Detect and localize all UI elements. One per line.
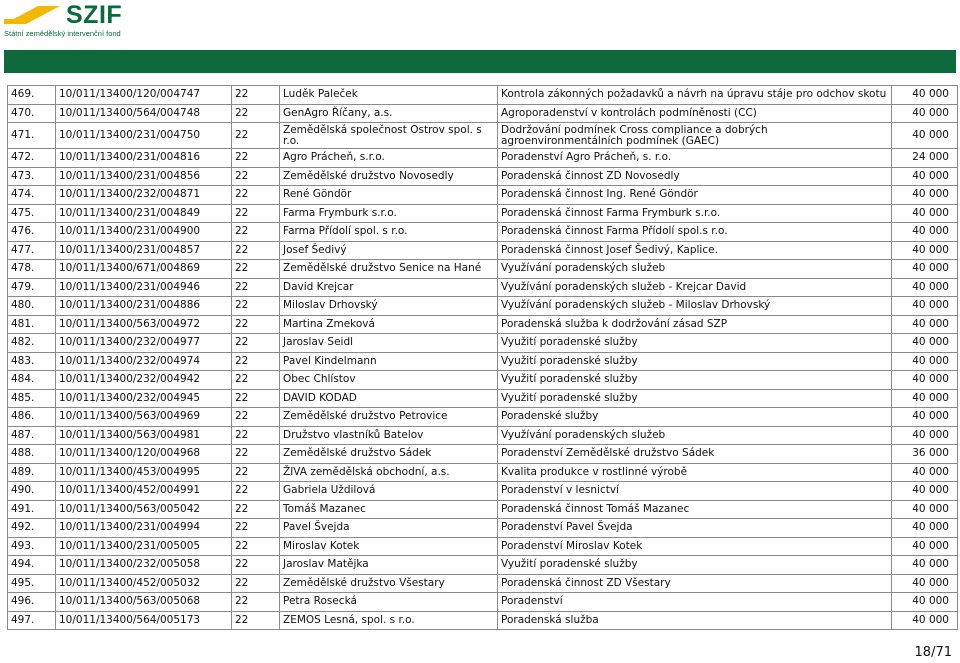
- project-title: Poradenství Zemědělské družstvo Sádek: [498, 445, 892, 464]
- registration-code: 10/011/13400/671/004869: [56, 260, 232, 279]
- grant-table-body: [8, 86, 958, 630]
- region-code: 22: [232, 408, 280, 427]
- row-number: 482.: [8, 334, 56, 353]
- registration-code: 10/011/13400/231/004946: [56, 278, 232, 297]
- header-bar: [4, 50, 956, 73]
- project-title: Dodržování podmínek Cross compliance a dobrých agroenvironmentálních podmínek (GAEC): [498, 123, 892, 149]
- project-title: Poradenská činnost ZD Novosedly: [498, 167, 892, 186]
- applicant-name: Pavel Švejda: [280, 519, 498, 538]
- row-number: 477.: [8, 241, 56, 260]
- row-number: 472.: [8, 149, 56, 168]
- table-row: [8, 241, 958, 260]
- applicant-name: Farma Přídolí spol. s r.o.: [280, 223, 498, 242]
- region-code: 22: [232, 297, 280, 316]
- grant-amount: 40 000: [892, 334, 958, 353]
- project-title: Využití poradenské služby: [498, 556, 892, 575]
- table-row: [8, 315, 958, 334]
- region-code: 22: [232, 278, 280, 297]
- project-title: Využití poradenské služby: [498, 352, 892, 371]
- table-row: [8, 482, 958, 501]
- grant-amount: 40 000: [892, 519, 958, 538]
- table-row: [8, 500, 958, 519]
- project-title: Poradenská činnost Farma Frymburk s.r.o.: [498, 204, 892, 223]
- grant-amount: 40 000: [892, 574, 958, 593]
- row-number: 470.: [8, 104, 56, 123]
- row-number: 488.: [8, 445, 56, 464]
- applicant-name: Jaroslav Seidl: [280, 334, 498, 353]
- grant-amount: 24 000: [892, 149, 958, 168]
- row-number: 478.: [8, 260, 56, 279]
- project-title: Využívání poradenských služeb: [498, 260, 892, 279]
- project-title: Poradenství Agro Prácheň, s. r.o.: [498, 149, 892, 168]
- table-row: [8, 371, 958, 390]
- row-number: 476.: [8, 223, 56, 242]
- grant-amount: 40 000: [892, 463, 958, 482]
- region-code: 22: [232, 123, 280, 149]
- row-number: 496.: [8, 593, 56, 612]
- table-row: [8, 426, 958, 445]
- applicant-name: Zemědělská společnost Ostrov spol. s r.o.: [280, 123, 498, 149]
- grant-amount: 40 000: [892, 611, 958, 630]
- registration-code: 10/011/13400/231/004994: [56, 519, 232, 538]
- table-row: [8, 86, 958, 105]
- applicant-name: ŽIVA zemědělská obchodní, a.s.: [280, 463, 498, 482]
- registration-code: 10/011/13400/564/005173: [56, 611, 232, 630]
- registration-code: 10/011/13400/231/004849: [56, 204, 232, 223]
- grant-amount: 40 000: [892, 537, 958, 556]
- region-code: 22: [232, 482, 280, 501]
- grant-table: [7, 85, 958, 630]
- project-title: Využívání poradenských služeb - Miloslav Drhovský: [498, 297, 892, 316]
- region-code: 22: [232, 593, 280, 612]
- project-title: Agroporadenství v kontrolách podmíněnosti (CC): [498, 104, 892, 123]
- applicant-name: Zemědělské družstvo Petrovice: [280, 408, 498, 427]
- registration-code: 10/011/13400/453/004995: [56, 463, 232, 482]
- registration-code: 10/011/13400/232/004977: [56, 334, 232, 353]
- applicant-name: Tomáš Mazanec: [280, 500, 498, 519]
- applicant-name: Zemědělské družstvo Senice na Hané: [280, 260, 498, 279]
- grant-amount: 40 000: [892, 426, 958, 445]
- table-row: [8, 334, 958, 353]
- applicant-name: David Krejcar: [280, 278, 498, 297]
- registration-code: 10/011/13400/232/004942: [56, 371, 232, 390]
- grant-amount: 40 000: [892, 223, 958, 242]
- registration-code: 10/011/13400/231/004886: [56, 297, 232, 316]
- applicant-name: Jaroslav Matějka: [280, 556, 498, 575]
- project-title: Poradenství v lesnictví: [498, 482, 892, 501]
- registration-code: 10/011/13400/563/005042: [56, 500, 232, 519]
- registration-code: 10/011/13400/231/005005: [56, 537, 232, 556]
- page-header: [0, 0, 960, 50]
- row-number: 485.: [8, 389, 56, 408]
- project-title: Poradenství Pavel Švejda: [498, 519, 892, 538]
- grant-amount: 40 000: [892, 186, 958, 205]
- applicant-name: Agro Prácheň, s.r.o.: [280, 149, 498, 168]
- region-code: 22: [232, 500, 280, 519]
- row-number: 484.: [8, 371, 56, 390]
- row-number: 491.: [8, 500, 56, 519]
- row-number: 489.: [8, 463, 56, 482]
- region-code: 22: [232, 556, 280, 575]
- region-code: 22: [232, 519, 280, 538]
- table-row: [8, 352, 958, 371]
- row-number: 475.: [8, 204, 56, 223]
- registration-code: 10/011/13400/232/004871: [56, 186, 232, 205]
- registration-code: 10/011/13400/231/004750: [56, 123, 232, 149]
- registration-code: 10/011/13400/232/004945: [56, 389, 232, 408]
- table-row: [8, 204, 958, 223]
- region-code: 22: [232, 574, 280, 593]
- project-title: Poradenská služba k dodržování zásad SZP: [498, 315, 892, 334]
- row-number: 469.: [8, 86, 56, 105]
- registration-code: 10/011/13400/231/004816: [56, 149, 232, 168]
- region-code: 22: [232, 463, 280, 482]
- table-row: [8, 611, 958, 630]
- row-number: 479.: [8, 278, 56, 297]
- row-number: 490.: [8, 482, 56, 501]
- applicant-name: Martina Zmeková: [280, 315, 498, 334]
- registration-code: 10/011/13400/452/005032: [56, 574, 232, 593]
- region-code: 22: [232, 167, 280, 186]
- registration-code: 10/011/13400/563/005068: [56, 593, 232, 612]
- applicant-name: Miroslav Kotek: [280, 537, 498, 556]
- row-number: 483.: [8, 352, 56, 371]
- registration-code: 10/011/13400/564/004748: [56, 104, 232, 123]
- table-row: [8, 167, 958, 186]
- project-title: Využívání poradenských služeb - Krejcar David: [498, 278, 892, 297]
- region-code: 22: [232, 260, 280, 279]
- grant-amount: 40 000: [892, 315, 958, 334]
- table-row: [8, 260, 958, 279]
- table-row: [8, 574, 958, 593]
- table-row: [8, 123, 958, 149]
- table-row: [8, 223, 958, 242]
- row-number: 492.: [8, 519, 56, 538]
- table-row: [8, 186, 958, 205]
- table-row: [8, 149, 958, 168]
- applicant-name: Gabriela Uždilová: [280, 482, 498, 501]
- project-title: Poradenská činnost Tomáš Mazanec: [498, 500, 892, 519]
- table-row: [8, 104, 958, 123]
- szif-logo-mark-icon: [4, 6, 60, 24]
- region-code: 22: [232, 334, 280, 353]
- table-row: [8, 445, 958, 464]
- table-row: [8, 519, 958, 538]
- grant-amount: 40 000: [892, 482, 958, 501]
- grant-amount: 40 000: [892, 556, 958, 575]
- grant-amount: 40 000: [892, 260, 958, 279]
- grant-amount: 40 000: [892, 500, 958, 519]
- registration-code: 10/011/13400/563/004981: [56, 426, 232, 445]
- applicant-name: Pavel Kindelmann: [280, 352, 498, 371]
- registration-code: 10/011/13400/231/004856: [56, 167, 232, 186]
- applicant-name: Farma Frymburk s.r.o.: [280, 204, 498, 223]
- grant-amount: 40 000: [892, 352, 958, 371]
- project-title: Poradenská služba: [498, 611, 892, 630]
- region-code: 22: [232, 149, 280, 168]
- project-title: Poradenské služby: [498, 408, 892, 427]
- applicant-name: Zemědělské družstvo Sádek: [280, 445, 498, 464]
- region-code: 22: [232, 389, 280, 408]
- project-title: Kontrola zákonných požadavků a návrh na úpravu stáje pro odchov skotu: [498, 86, 892, 105]
- region-code: 22: [232, 241, 280, 260]
- project-title: Využití poradenské služby: [498, 371, 892, 390]
- table-row: [8, 556, 958, 575]
- applicant-name: Družstvo vlastníků Batelov: [280, 426, 498, 445]
- applicant-name: Obec Chlístov: [280, 371, 498, 390]
- grant-amount: 40 000: [892, 371, 958, 390]
- applicant-name: DAVID KODAD: [280, 389, 498, 408]
- region-code: 22: [232, 537, 280, 556]
- row-number: 486.: [8, 408, 56, 427]
- applicant-name: Zemědělské družstvo Novosedly: [280, 167, 498, 186]
- table-row: [8, 389, 958, 408]
- table-row: [8, 278, 958, 297]
- grant-amount: 40 000: [892, 123, 958, 149]
- region-code: 22: [232, 352, 280, 371]
- region-code: 22: [232, 86, 280, 105]
- row-number: 473.: [8, 167, 56, 186]
- registration-code: 10/011/13400/232/004974: [56, 352, 232, 371]
- grant-amount: 40 000: [892, 204, 958, 223]
- region-code: 22: [232, 204, 280, 223]
- project-title: Poradenská činnost Ing. René Göndör: [498, 186, 892, 205]
- row-number: 493.: [8, 537, 56, 556]
- szif-logo: [4, 1, 134, 40]
- project-title: Využití poradenské služby: [498, 334, 892, 353]
- row-number: 487.: [8, 426, 56, 445]
- grant-amount: 40 000: [892, 278, 958, 297]
- registration-code: 10/011/13400/231/004857: [56, 241, 232, 260]
- row-number: 471.: [8, 123, 56, 149]
- row-number: 481.: [8, 315, 56, 334]
- row-number: 480.: [8, 297, 56, 316]
- grant-amount: 40 000: [892, 167, 958, 186]
- region-code: 22: [232, 223, 280, 242]
- registration-code: 10/011/13400/563/004969: [56, 408, 232, 427]
- project-title: Kvalita produkce v rostlinné výrobě: [498, 463, 892, 482]
- registration-code: 10/011/13400/232/005058: [56, 556, 232, 575]
- table-row: [8, 297, 958, 316]
- region-code: 22: [232, 315, 280, 334]
- registration-code: 10/011/13400/563/004972: [56, 315, 232, 334]
- row-number: 494.: [8, 556, 56, 575]
- project-title: Poradenství: [498, 593, 892, 612]
- row-number: 474.: [8, 186, 56, 205]
- registration-code: 10/011/13400/120/004747: [56, 86, 232, 105]
- project-title: Využití poradenské služby: [498, 389, 892, 408]
- registration-code: 10/011/13400/231/004900: [56, 223, 232, 242]
- applicant-name: Miloslav Drhovský: [280, 297, 498, 316]
- project-title: Poradenská činnost Josef Šedivý, Kaplice.: [498, 241, 892, 260]
- applicant-name: ZEMOS Lesná, spol. s r.o.: [280, 611, 498, 630]
- grant-amount: 40 000: [892, 389, 958, 408]
- table-row: [8, 537, 958, 556]
- region-code: 22: [232, 611, 280, 630]
- page-number: 18/71: [914, 645, 952, 660]
- region-code: 22: [232, 371, 280, 390]
- table-row: [8, 463, 958, 482]
- logo-name: SZIF: [66, 1, 123, 29]
- region-code: 22: [232, 445, 280, 464]
- region-code: 22: [232, 186, 280, 205]
- row-number: 495.: [8, 574, 56, 593]
- applicant-name: Josef Šedivý: [280, 241, 498, 260]
- grant-amount: 40 000: [892, 297, 958, 316]
- project-title: Využívání poradenských služeb: [498, 426, 892, 445]
- grant-amount: 40 000: [892, 104, 958, 123]
- registration-code: 10/011/13400/120/004968: [56, 445, 232, 464]
- logo-subtitle: Státní zemědělský intervenční fond: [4, 29, 121, 38]
- table-row: [8, 593, 958, 612]
- applicant-name: Luděk Paleček: [280, 86, 498, 105]
- applicant-name: Petra Rosecká: [280, 593, 498, 612]
- applicant-name: GenAgro Říčany, a.s.: [280, 104, 498, 123]
- project-title: Poradenská činnost Farma Přídolí spol.s r.o.: [498, 223, 892, 242]
- applicant-name: René Göndör: [280, 186, 498, 205]
- grant-amount: 40 000: [892, 408, 958, 427]
- registration-code: 10/011/13400/452/004991: [56, 482, 232, 501]
- project-title: Poradenství Miroslav Kotek: [498, 537, 892, 556]
- grant-amount: 40 000: [892, 86, 958, 105]
- region-code: 22: [232, 426, 280, 445]
- project-title: Poradenská činnost ZD Všestary: [498, 574, 892, 593]
- applicant-name: Zemědělské družstvo Všestary: [280, 574, 498, 593]
- region-code: 22: [232, 104, 280, 123]
- row-number: 497.: [8, 611, 56, 630]
- grant-amount: 40 000: [892, 593, 958, 612]
- table-row: [8, 408, 958, 427]
- grant-amount: 36 000: [892, 445, 958, 464]
- grant-amount: 40 000: [892, 241, 958, 260]
